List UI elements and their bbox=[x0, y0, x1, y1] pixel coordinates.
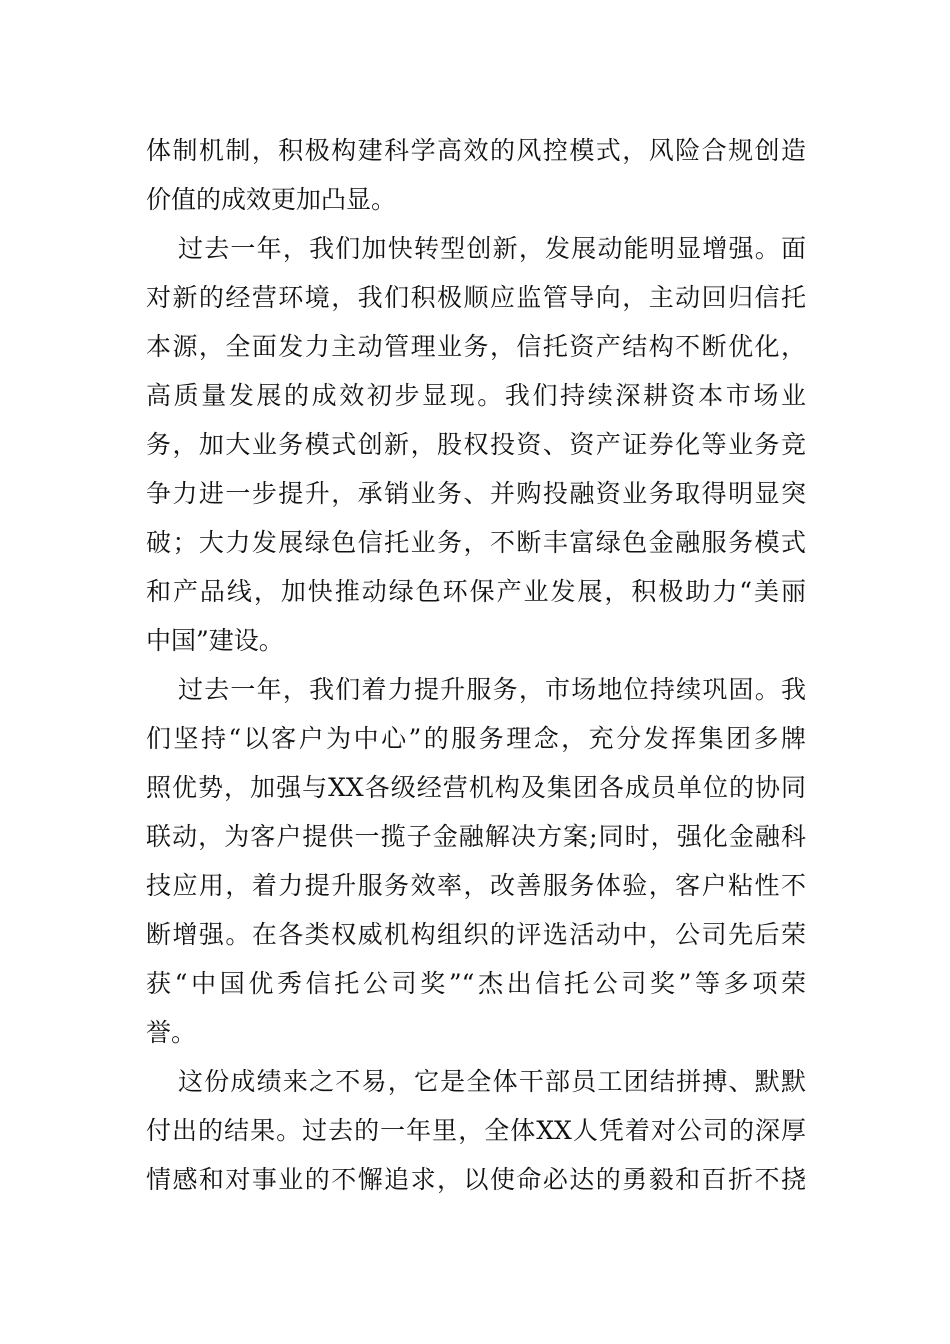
text-line: 情感和对事业的不懈追求，以使命必达的勇毅和百折不挠 bbox=[146, 1165, 806, 1194]
text-line: 技应用，着力提升服务效率，改善服务体验，客户粘性不 bbox=[146, 871, 806, 900]
text-line: 获“中国优秀信托公司奖”“杰出信托公司奖”等多项荣 bbox=[146, 969, 806, 998]
text-line: 过去一年，我们着力提升服务，市场地位持续巩固。我 bbox=[178, 675, 806, 704]
text-line: 争力进一步提升，承销业务、并购投融资业务取得明显突 bbox=[146, 479, 806, 508]
text-line: 们坚持“以客户为中心”的服务理念，充分发挥集团多牌 bbox=[146, 724, 806, 753]
document-body bbox=[146, 126, 806, 1204]
text-line: 联动，为客户提供一揽子金融解决方案;同时，强化金融科 bbox=[146, 822, 806, 851]
text-line: 照优势，加强与XX各级经营机构及集团各成员单位的协同 bbox=[146, 773, 806, 802]
text-line: 体制机制，积极构建科学高效的风控模式，风险合规创造 bbox=[146, 136, 806, 165]
paragraph-3 bbox=[146, 665, 806, 1057]
text-line: 中国”建设。 bbox=[146, 626, 284, 655]
text-line: 高质量发展的成效初步显现。我们持续深耕资本市场业 bbox=[146, 381, 806, 410]
paragraph-1 bbox=[146, 126, 806, 224]
text-line: 断增强。在各类权威机构组织的评选活动中，公司先后荣 bbox=[146, 920, 806, 949]
text-line: 誉。 bbox=[146, 1018, 197, 1047]
text-line: 付出的结果。过去的一年里，全体XX人凭着对公司的深厚 bbox=[146, 1116, 806, 1145]
text-line: 本源，全面发力主动管理业务，信托资产结构不断优化， bbox=[146, 332, 806, 361]
paragraph-4 bbox=[146, 1057, 806, 1204]
text-line: 价值的成效更加凸显。 bbox=[146, 185, 397, 214]
text-line: 对新的经营环境，我们积极顺应监管导向，主动回归信托 bbox=[146, 283, 806, 312]
text-line: 和产品线，加快推动绿色环保产业发展，积极助力“美丽 bbox=[146, 577, 806, 606]
text-line: 务，加大业务模式创新，股权投资、资产证券化等业务竞 bbox=[146, 430, 806, 459]
paragraph-2 bbox=[146, 224, 806, 665]
text-line: 过去一年，我们加快转型创新，发展动能明显增强。面 bbox=[178, 234, 806, 263]
text-line: 这份成绩来之不易，它是全体干部员工团结拼搏、默默 bbox=[178, 1067, 806, 1096]
text-line: 破；大力发展绿色信托业务，不断丰富绿色金融服务模式 bbox=[146, 528, 806, 557]
